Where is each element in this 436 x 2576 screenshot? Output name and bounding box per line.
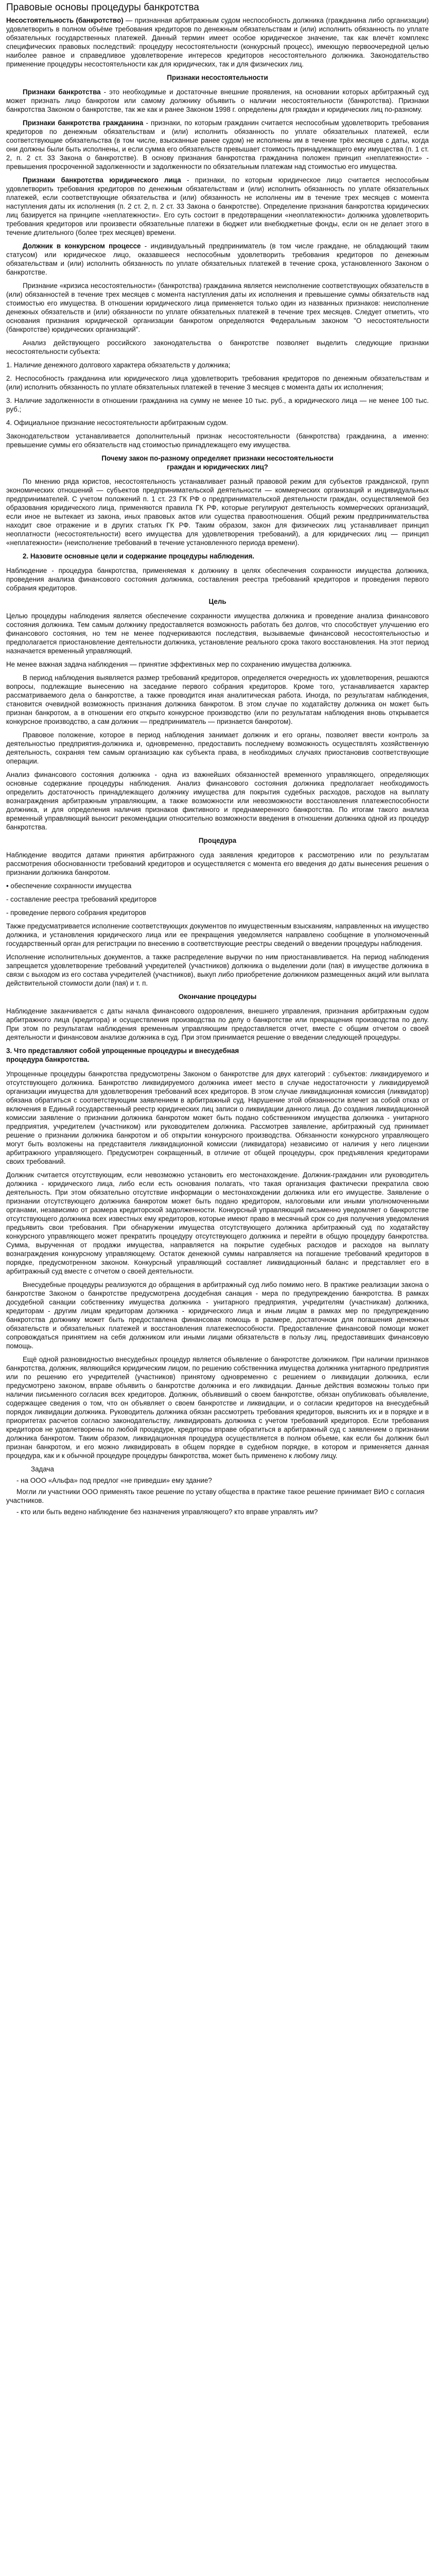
heading-signs: Признаки несостоятельности: [167, 74, 268, 81]
paragraph-observation-period: В период наблюдения выявляется размер требований кредиторов, определяется очередность их удовлетворения, решаются вопросы, подлежащие вынесению на заседание первого собрания кредиторов. Кроме того, устанавливается характер рассматриваемого дела о банкротстве, а также проводится иная аналитическая работа. Иногда, по результатам наблюдения, становится очевидной возможность признания должника банкротом. В этом случае по ходатайству должника он может быть признан банкротом, а в отношении его открыто конкурсное производство (или по результатам наблюдения вновь открывается конкурсное производство, а сам должник — предприниматель — признается банкротом).: [6, 674, 429, 725]
paragraph-debtor: [6, 242, 429, 277]
heading-question-2: 2. Назовите основные цели и содержание процедуры наблюдения.: [23, 552, 255, 560]
paragraph-financial-analysis: Анализ финансового состояния должника - одна из важнейших обязанностей временного управляющего, определяющих основные содержание процедуры наблюдения. Анализ финансового состояния должника предполагает необходимость определить достаточность принадлежащего должнику имущества для покрытия судебных расходов, расходов на выплату вознаграждения арбитражным управляющим, а также возможности или невозможности восстановления платежеспособности должника, и для определения наличия признаков фиктивного и преднамеренного банкротства. По итогам такого анализа временный управляющий выносит рекомендации относительно возможности введения в отношении должника одной из процедур банкротства.: [6, 771, 429, 831]
paragraph-signs-bankruptcy: [6, 88, 429, 114]
task-question-2: Могли ли участники ООО применять такое решение по уставу общества в практике такое решение принимает ВИО с согласия участников.: [6, 1488, 425, 1504]
heading-question-3-line-1: 3. Что представляют собой упрощенные процедуры и внесудебная: [6, 1047, 239, 1055]
paragraph-execution: Также предусматривается исполнение соответствующих документов по имущественным взысканиям, направленных на имущество должника, и установления юридического лица или ее прекращения уведомляется направлено сообщение в уполномоченный государственный орган для регистрации по внесению в соответствующие реестры сведений о введении процедуры наблюдения.: [6, 922, 429, 947]
paragraph-absent-debtor: Должник считается отсутствующим, если невозможно установить его местонахождение. Должник-гражданин или руководитель должника - юридического лица, либо если есть основания полагать, что такая организация фактически прекратила свою деятельность. При этом обязательно отсутствие информации о местонахождении должника или его имуществе. Заявление о признании отсутствующего должника банкротом может быть подано кредитором, налоговыми или иными уполномоченными органами, независимо от размера кредиторской задолженности. Конкурсный управляющий письменно уведомляет о банкротстве отсутствующего должника всех известных ему кредиторов, которые имеют право в месячный срок со дня получения уведомления предъявить свои требования. При обнаружении имущества отсутствующего должника арбитражный суд по ходатайству конкурсного управляющего может прекратить процедуру отсутствующего должника и перейти в общую процедуру банкротства. Сумма, вырученная от продажи имущества, направляется на покрытие судебных расходов и расходов на выплату вознаграждения конкурсному управляющему. Остаток денежной суммы направляется на погашение требований кредиторов в порядке, предусмотренном законом. Конкурсный управляющий составляет ликвидационный баланс и представляет его в арбитражный суд вместе с отчетом о своей деятельности.: [6, 1171, 429, 1275]
heading-question-3-line-2: процедура банкротства.: [6, 1056, 90, 1063]
paragraph-goal: Целью процедуры наблюдения является обеспечение сохранности имущества должника и проведение анализа финансового состояния должника. Тем самым должнику предоставляется возможность работать без долгов, что способствует улучшению его финансового состояния, но тем не менее подчеркиваются последствия, вызываемые финансовой несостоятельностью и предполагается приостановление деятельности должника, установление реального срока такого восстановления. На этот период назначается временный управляющий.: [6, 612, 429, 655]
paragraph-additional-sign: Законодательством устанавливается дополнительный признак несостоятельности (банкротства) гражданина, а именно: превышение суммы его обязательств над стоимостью принадлежащего ему имущества.: [6, 432, 429, 449]
heading-end-of-procedure: Окончание процедуры: [178, 993, 257, 1001]
page-title: Правовые основы процедуры банкротства: [6, 2, 199, 13]
paragraph-legal-position: Правовое положение, которое в период наблюдения занимает должник и его органы, позволяет ввести контроль за деятельностью предприятия-должника и, одновременно, предоставить последнему возможность осуществлять хозяйственную деятельность, сохраняя тем самым организацию как субъекта права, в необходимых случаях приостановив соответствующие операции.: [6, 731, 429, 765]
heading-procedure: Процедура: [198, 837, 237, 844]
paragraph-suspension: Исполнение исполнительных документов, а также распределение выручки по ним приостанавливается. На период наблюдения запрещается удовлетворение требований учредителей (участников) должника о выделении доли (пая) в имуществе должника в связи с выходом из его состава учредителей (участников), выкуп либо приобретение должником размещенных акций или выплата действительной стоимости доли (пая) и т. п.: [6, 953, 429, 987]
task-question-3: - кто или быть ведено наблюдение без назначения управляющего? кто вправе управлять им?: [16, 1508, 318, 1516]
procedure-step-2: - составление реестра требований кредиторов: [6, 895, 157, 903]
term-signs: Признаки банкротства: [23, 88, 101, 96]
paragraph-text: - это необходимые и достаточные внешние проявления, на основании которых арбитражный суд может признать лицо банкротом или самому должнику объявить о наличии несостоятельности (банкротства). Признаки банкротства Законом о банкротстве, так же как и ранее Законом 1998 г. определены для граждан и юридических лиц по-разному.: [6, 88, 429, 113]
paragraph-procedure: Наблюдение вводится датами принятия арбитражного суда заявления кредиторов к рассмотрению или по результатам рассмотрения обоснованности требований кредиторов и осуществляется с момента его введения до даты вынесения решения о признании должника банкротом.: [6, 851, 429, 876]
procedure-step-1: • обеспечение сохранности имущества: [6, 882, 132, 890]
paragraph-crisis: Признание «кризиса несостоятельности» (банкротства) гражданина является неисполнение соответствующих обязательств в (или) обязанностей в течение трех месяцев с момента наступления даты их исполнения и превышение суммы обязательств над стоимостью его имущества. В отношении юридического лица применяется только один из названных признаков: неисполнение денежных обязательств и (или) обязанности по уплате обязательных платежей в течение трех месяцев. Следует отметить, что основания признания юридической организации банкротом определяются Федеральным законом "О несостоятельности (банкротстве) юридических организаций".: [6, 282, 429, 333]
term-signs-legal-entity: Признаки банкротства юридического лица: [23, 176, 181, 184]
list-item-3: 3. Наличие задолженности в отношении гражданина на сумму не менее 10 тыс. руб., а юридического лица — не менее 100 тыс. руб.;: [6, 397, 429, 413]
paragraph-text: — признанная арбитражным судом неспособность должника (гражданина либо организации) удовлетворить в полном объёме требования кредиторов по денежным обязательствам и (или) исполнить обязанность по уплате обязательных государственных платежей. Данный термин имеет особое юридическое значение, так как влечёт комплекс специфических правовых последствий: процедуру несостоятельности (конкурсный процесс), имеющую первоочередной целью наиболее равное и справедливое удовлетворение интересов кредиторов несостоятельного должника. Законодательство применение процедуры несостоятельности как для юридических, так и для физических лиц.: [6, 16, 429, 68]
paragraph-text: - признаки, по которым гражданин считается неспособным удовлетворить требования кредиторов по денежным обязательствам и (или) исполнить обязанность по уплате обязательных платежей, если соответствующие обязательства (в том числе, взысканные ранее судом) не исполнены им в течение трёх месяцев с даты, когда они должны были быть исполнены, и если сумма его обязательств превышает стоимость принадлежащего ему имущества (п. 1 ст. 2, п. 2 ст. 33 Закона о банкротстве). В основу признания банкротства гражданина положен принцип «неплатежности» - превышения просроченной задолженности и задолженности по обязательным платежам над стоимостью его имущества.: [6, 119, 429, 171]
procedure-step-3: - проведение первого собрания кредиторов: [6, 909, 146, 917]
paragraph-signs-citizen: [6, 118, 429, 171]
paragraph-observation: Наблюдение - процедура банкротства, применяемая к должнику в целях обеспечения сохранности имущества должника, проведения анализа финансового состояния должника, составления реестра требований кредиторов и проведения первого собрания кредиторов.: [6, 567, 429, 592]
task-label: Задача: [31, 1465, 54, 1473]
paragraph-end-of-procedure: Наблюдение заканчивается с даты начала финансового оздоровления, внешнего управления, признания арбитражным судом арбитражного лица (кредитора) и осуществления производства по делу о банкротстве или прекращения производства по делу. При этом по результатам наблюдения временным управляющим предоставляется отчет, вместе с общим отчетом о своей деятельности и финансовом анализе должника в суд. При этом принимается решение о введении следующей процедуры.: [6, 1007, 429, 1041]
paragraph-analysis-intro: Анализ действующего российского законодательства о банкротстве позволяет выделить следующие признаки несостоятельности субъекта:: [6, 339, 429, 355]
task-question-1: - на ООО «Альфа» под предлог «не приведши» ему здание?: [16, 1477, 212, 1484]
paragraph-opinion: По мнению ряда юристов, несостоятельность устанавливает разный правовой режим для субъектов гражданской, групп экономических отношений — субъектов предпринимательской деятельности — коммерческих организаций и индивидуальных предпринимателей. С учетом положений п. 1 ст. 23 ГК РФ о предпринимательской деятельности граждан, осуществляемой без образования юридического лица, применяются правила ГК РФ, которые регулируют деятельность коммерческих организаций, если иное не вытекает из закона, иных правовых актов или существа правоотношения. Общий режим предпринимательства находит свое отражение и в других статьях ГК РФ. Таким образом, закон для физических лиц устанавливает принцип неоплатности (несостоятельности) всего имущества для удовлетворения требований), а для юридических лиц — принцип «неплатежности» (неисполнение требований в течение установленного периода времени).: [6, 478, 429, 547]
term-debtor: Должник в конкурсном процессе: [23, 242, 141, 250]
term-signs-citizen: Признаки банкротства гражданина: [23, 119, 144, 127]
paragraph-signs-legal-entity: [6, 176, 429, 237]
heading-question-1-line-2: граждан и юридических лиц?: [167, 463, 268, 471]
heading-question-1-line-1: Почему закон по-разному определяет признаки несостоятельности: [101, 454, 334, 462]
paragraph-out-of-court: Внесудебные процедуры реализуются до обращения в арбитражный суд либо помимо него. В практике реализации закона о банкротстве Законом о банкротстве предусмотрена досудебная санация - мера по предупреждению банкротства. В рамках досудебной санации собственнику имущества должника - унитарного предприятия, учредителям (участникам) должника, кредиторам - другим лицам кредиторам должника - юридического лица и иным лицам в рамках мер по предупреждению банкротства должнику может быть предоставлена финансовая помощь в размере, достаточном для погашения денежных обязательств и обязательных платежей и восстановления платежеспособности. Предоставление финансовой помощи может сопровождаться принятием на себя должником или иными лицами обязательств в пользу лиц, предоставивших финансовую помощь.: [6, 1281, 429, 1350]
list-item-2: 2. Неспособность гражданина или юридического лица удовлетворить требования кредиторов по денежным обязательствам и (или) исполнить обязанность по уплате обязательных платежей в течение 3 месяцев с момента даты их исполнения;: [6, 375, 429, 391]
list-item-1: 1. Наличие денежного долгового характера обязательств у должника;: [6, 361, 231, 369]
heading-question-3: [6, 1046, 429, 1064]
heading-question-1: [6, 454, 429, 471]
heading-goal: Цель: [208, 598, 226, 605]
paragraph-task-preservation: Не менее важная задача наблюдения — принятие эффективных мер по сохранению имущества должника.: [6, 660, 352, 668]
paragraph-text: - признаки, по которым юридическое лицо считается неспособным удовлетворить требования кредиторов по денежным обязательствам и (или) исполнить обязанность по уплате обязательных платежей, если соответствующие обязательства и (или) обязанность не исполнены им в течение трех месяцев с момента наступления даты их исполнения (п. 2 ст. 2, п. 2 ст. 33 Закона о банкротстве). Определение признания банкротства юридических лиц базируется на принципе «неплатежности». Его суть состоит в предотвращении «неоплатежности» должника удовлетворить требования кредиторов или произвести обязательные платежи в бюджет или внебюджетные фонды, если он не делает этого в течение длительного (более трех месяцев) времени.: [6, 176, 429, 236]
paragraph-simplified-procedures: Упрощенные процедуры банкротства предусмотрены Законом о банкротстве для двух категорий : субъектов: ликвидируемого и отсутствующего должника. Банкротство ликвидируемого должника имеет место в случае недостаточности у ликвидируемой организации имущества для удовлетворения требований всех кредиторов. В этом случае ликвидационная комиссия (ликвидатор) обязана обратиться с соответствующим заявлением в арбитражный суд. Нарушение этой обязанности влечет за собой отказ от включения в Единый государственный реестр юридических лиц записи о ликвидации данного лица. До создания ликвидационной комиссии заявление о признании должника банкротом может быть подано собственником имущества должника - унитарного предприятия, учредителем (участником) или руководителем должника. Рассмотрев заявление, арбитражный суд принимает решение о признании должника банкротом и об открытии конкурсного производства. Обязанности конкурсного управляющего могут быть возложены на представителя ликвидационной комиссии (ликвидатора) независимо от наличия у него лицензии арбитражного управляющего. Предусмотрен сокращенный, в отличие от общей процедуры, срок предъявления кредиторами своих требований.: [6, 1070, 429, 1165]
paragraph-self-declaration: Ещё одной разновидностью внесудебных процедур является объявление о банкротстве должником. При наличии признаков банкротства, должник, являющийся юридическим лицом, по решению собственника имущества должника унитарного предприятия или по решению его учредителей (участников) принятому одновременно с решением о ликвидации должника, если предусмотрено законом, вправе объявить о банкротстве должника и его ликвидации. Данные действия возможны только при наличии письменного согласия всех кредиторов. Должник, объявивший о своем банкротстве, обязан опубликовать объявление, содержащее сведения о том, что он объявляет о своем банкротстве и ликвидации, и о согласии кредиторов на внесудебный порядок ликвидации должника. Руководитель должника обязан рассмотреть требования кредиторов, выяснить их и в порядке и в приоритетах расчетов согласно законодательству, ликвидировать должника с учетом требований кредиторов. Если требования кредиторов не удовлетворены по любой процедуре, кредиторы вправе обратиться в арбитражный суд с заявлением о признании должника банкротом. Таким образом, ликвидационная процедура осуществляется в полном объеме, как если бы должник был признан банкротом, и его можно ликвидировать в общем порядке в судебном порядке, в котором и применяется данная процедура, как и к обычной процедуре процедуры банкротства, может быть применено к любому лицу.: [6, 1355, 429, 1460]
list-item-4: 4. Официальное признание несостоятельности арбитражным судом.: [6, 419, 228, 427]
paragraph-text: - индивидуальный предприниматель (в том числе граждане, не обладающий таким статусом) или юридическое лицо, оказавшееся неспособным удовлетворить требования кредиторов по денежным обязательствам и (или) исполнить обязанность по уплате обязательных платежей в течение срока, установленного Законом о банкротстве.: [6, 242, 429, 276]
paragraph-definition: [6, 16, 429, 69]
term-insolvency: Несостоятельность (банкротство): [6, 16, 124, 24]
